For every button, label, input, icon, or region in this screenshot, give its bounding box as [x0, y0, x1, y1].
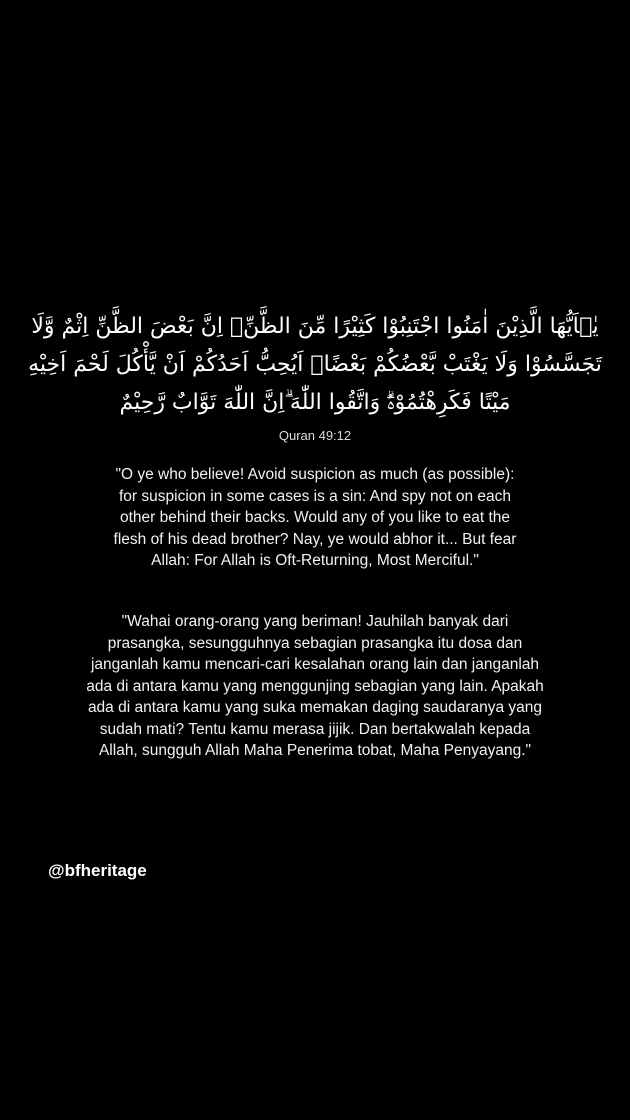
- indonesian-translation-line: "Wahai orang-orang yang beriman! Jauhilah banyak dari: [121, 613, 509, 630]
- indonesian-translation-line: janganlah kamu mencari-cari kesalahan orang lain dan janganlah: [90, 656, 540, 673]
- account-handle: @bfheritage: [48, 861, 147, 880]
- english-translation-line: flesh of his dead brother? Nay, ye would abhor it... But fear: [113, 530, 517, 548]
- arabic-verse-line-1: يٰۤاَيُّهَا الَّذِيْنَ اٰمَنُوا اجْتَنِبُوْا كَثِيْرًا مِّنَ الظَّنِّۖ اِنَّ بَعْضَ الظَّنِّ اِثْمٌ وَّلَا: [31, 314, 599, 339]
- english-translation: [40, 464, 590, 572]
- indonesian-translation-line: sudah mati? Tentu kamu merasa jijik. Dan bertakwalah kepada: [99, 720, 531, 738]
- indonesian-translation-line: prasangka, sesungguhnya sebagian prasangka itu dosa dan: [107, 634, 523, 652]
- english-translation-line: Allah: For Allah is Oft-Returning, Most Merciful.": [151, 552, 479, 569]
- verse-reference: Quran 49:12: [278, 428, 352, 443]
- indonesian-translation-line: Allah, sungguh Allah Maha Penerima tobat, Maha Penyayang.": [98, 742, 532, 759]
- arabic-verse-line-3: مَيْتًا فَكَرِهْتُمُوْهُۗ وَاتَّقُوا اللّٰهَ ۗاِنَّ اللّٰهَ تَوَّابٌ رَّحِيْمٌ: [119, 390, 511, 415]
- indonesian-translation-line: ada di antara kamu yang suka memakan daging saudaranya yang: [87, 699, 543, 716]
- english-translation-line: for suspicion in some cases is a sin: And spy not on each: [118, 487, 512, 505]
- english-translation-line: other behind their backs. Would any of you like to eat the: [119, 509, 511, 526]
- arabic-verse: [20, 308, 610, 422]
- indonesian-translation-line: ada di antara kamu yang menggunjing sebagian yang lain. Apakah: [86, 677, 544, 695]
- arabic-verse-line-2: تَجَسَّسُوْا وَلَا يَغْتَبْ بَّعْضُكُمْ بَعْضًاۗ اَيُحِبُّ اَحَدُكُمْ اَنْ يَّأْكُلَ لَحْمَ اَخِيْهِ: [28, 352, 602, 377]
- indonesian-translation: [40, 611, 590, 762]
- english-translation-line: "O ye who believe! Avoid suspicion as much (as possible):: [115, 466, 515, 483]
